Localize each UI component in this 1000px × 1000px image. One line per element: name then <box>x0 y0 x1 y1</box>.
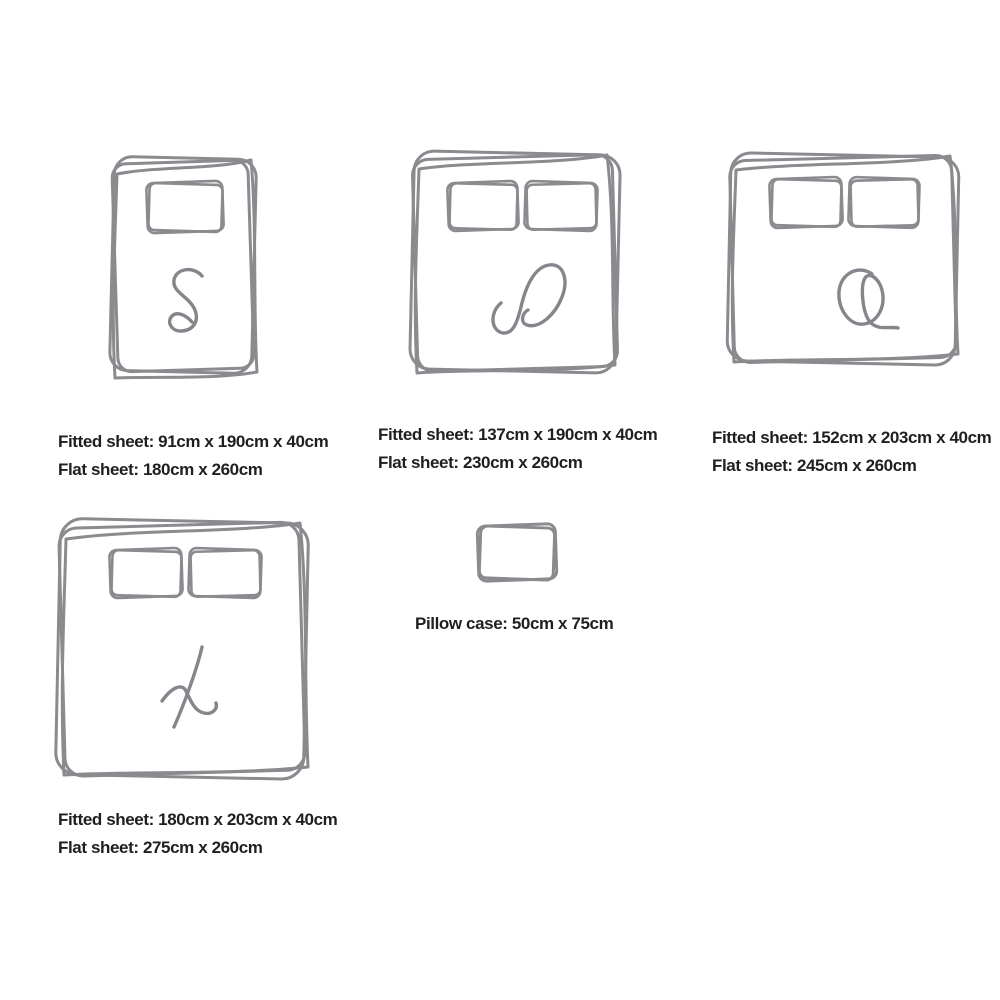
king-bed-figure <box>42 505 327 795</box>
queen-bed-specs <box>712 424 991 480</box>
double-flat-sheet-label: Flat sheet: 230cm x 260cm <box>378 453 583 472</box>
king-bed-specs <box>58 806 337 862</box>
single-bed-sketch-icon <box>103 146 268 391</box>
king-fitted-sheet-label: Fitted sheet: 180cm x 203cm x 40cm <box>58 810 338 829</box>
pillow-icon <box>848 177 920 228</box>
pillow-case-label: Pillow case: 50cm x 75cm <box>415 614 614 633</box>
double-bed-sketch-icon <box>403 143 631 385</box>
king-flat-sheet-label: Flat sheet: 275cm x 260cm <box>58 838 263 857</box>
double-fitted-sheet-label: Fitted sheet: 137cm x 190cm x 40cm <box>378 425 658 444</box>
size-letter-q <box>839 270 898 328</box>
queen-flat-sheet-label: Flat sheet: 245cm x 260cm <box>712 456 917 475</box>
single-bed-specs <box>58 428 328 484</box>
pillow-case-specs <box>415 610 613 638</box>
pillow-case-figure <box>470 515 565 590</box>
double-bed-figure <box>403 143 631 385</box>
pillow-icon <box>188 548 261 598</box>
size-letter-s <box>170 270 202 331</box>
pillow-icon <box>146 181 224 234</box>
size-letter-d <box>493 265 565 333</box>
pillow-case-sketch-icon <box>470 515 565 590</box>
single-bed-figure <box>103 146 268 391</box>
queen-bed-figure <box>722 146 967 376</box>
pillow-icon <box>447 181 519 231</box>
pillow-icon <box>524 181 597 231</box>
pillow-icon <box>769 177 843 228</box>
double-bed-specs <box>378 421 657 477</box>
single-fitted-sheet-label: Fitted sheet: 91cm x 190cm x 40cm <box>58 432 329 451</box>
single-flat-sheet-label: Flat sheet: 180cm x 260cm <box>58 460 263 479</box>
queen-bed-sketch-icon <box>722 146 967 376</box>
king-bed-sketch-icon <box>42 505 327 795</box>
pillow-icon <box>109 548 183 598</box>
queen-fitted-sheet-label: Fitted sheet: 152cm x 203cm x 40cm <box>712 428 992 447</box>
size-letter-k <box>162 647 216 727</box>
